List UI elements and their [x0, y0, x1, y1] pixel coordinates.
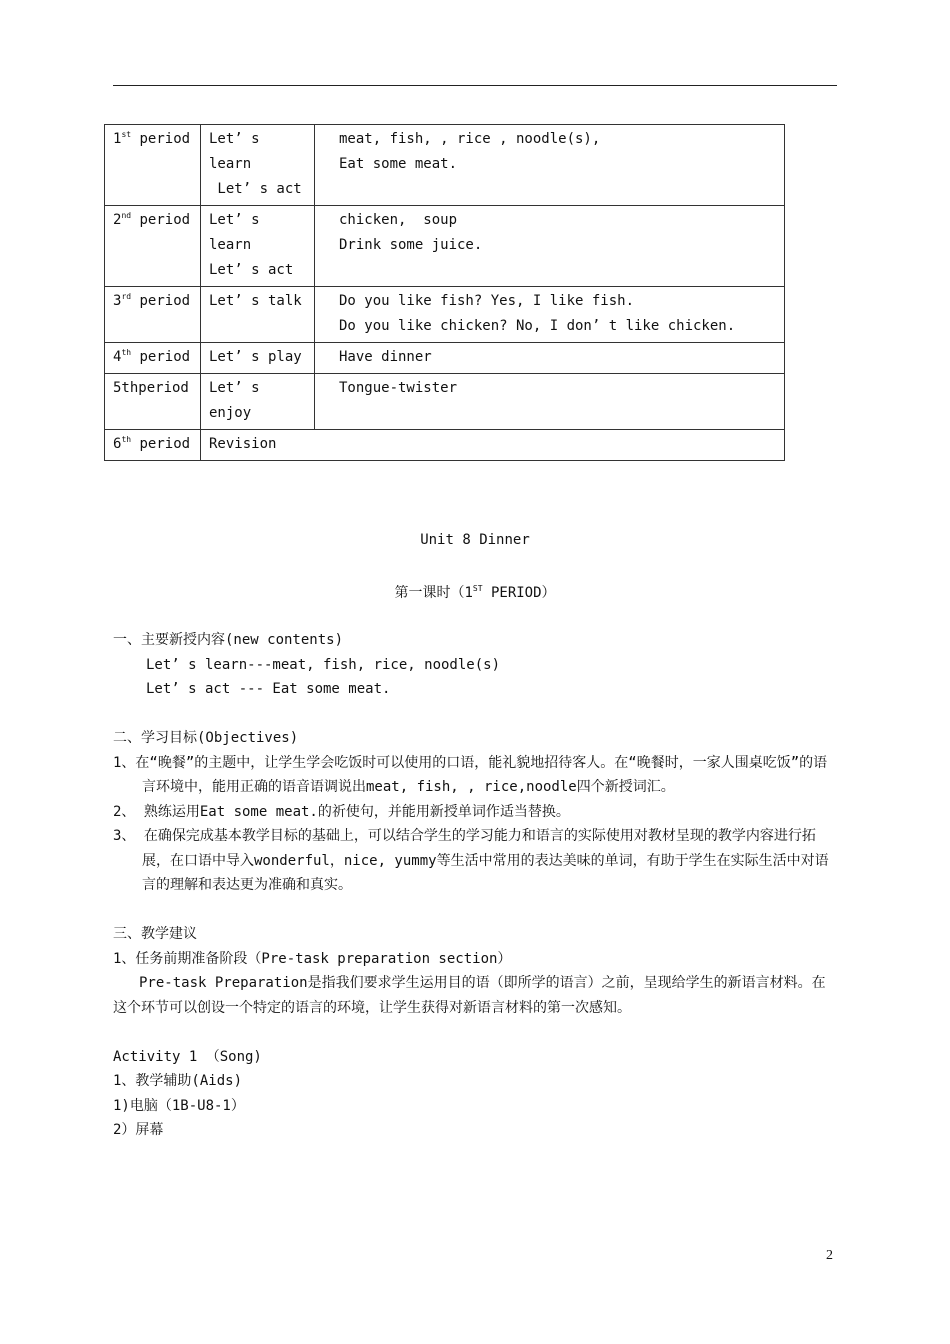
schedule-row — [105, 343, 785, 374]
activity-line: Let’ s play — [209, 349, 302, 365]
activity-line: Revision — [209, 436, 277, 452]
aid-item: 2）屏幕 — [113, 1122, 164, 1138]
aid-item: 1)电脑（1B-U8-1） — [113, 1097, 245, 1114]
pre-task-paragraph: Pre-task Preparation是指我们要求学生运用目的语（即所学的语言）之前，呈现给学生的新语言材料。在这个环节可以创设一个特定的语言的环境，让学生获得对新语言材料的第一次感知。 — [113, 975, 826, 1016]
activity-line: Let’ s talk — [209, 293, 302, 309]
content-cell — [315, 343, 785, 374]
content-line: Do you like fish? Yes, I like fish. — [339, 293, 635, 309]
activity-line: Let’ s act — [209, 262, 294, 278]
activity-line: Let’ s — [209, 131, 260, 147]
content-line: Eat some meat. — [339, 156, 458, 172]
section-contents-heading: 一、主要新授内容(new contents) — [113, 632, 344, 648]
activity-line: enjoy — [209, 405, 252, 421]
lesson-body — [113, 628, 838, 1143]
period-cell: 5thperiod — [105, 374, 201, 430]
content-line: meat, fish, , rice , noodle(s), — [339, 131, 601, 147]
page-number: 2 — [826, 1248, 833, 1263]
schedule-row — [105, 206, 785, 287]
activity-line: learn — [209, 237, 252, 253]
objective-item: 3、 在确保完成基本教学目标的基础上，可以结合学生的学习能力和语言的实际使用对教材呈现的教学内容进行拓展，在口语中导入wonderful，nice, yummy等生活中常用的表达美味的单词，有助于学生在实际生活中对语言的理解和表达更为准确和真实。 — [113, 828, 829, 893]
activity-cell — [201, 125, 315, 206]
activity-title: Activity 1 （Song) — [113, 1048, 262, 1065]
lesson-title: 第一课时（1ST PERIOD） — [394, 584, 556, 601]
activity-line: Let’ s — [209, 380, 260, 396]
period-cell: 3rd period — [105, 287, 201, 343]
schedule-table — [104, 124, 785, 461]
content-line: chicken, soup — [339, 212, 458, 228]
section-suggestions-heading: 三、教学建议 — [113, 926, 197, 942]
content-line: Drink some juice. — [339, 237, 483, 253]
content-cell — [315, 287, 785, 343]
activity-line: Let’ s — [209, 212, 260, 228]
content-line: Have dinner — [339, 349, 432, 365]
content-line: Tongue-twister — [339, 380, 458, 396]
unit-title: Unit 8 Dinner — [420, 532, 530, 548]
content-line — [339, 177, 776, 202]
objective-item: 2、 熟练运用Eat some meat.的祈使句，并能用新授单词作适当替换。 — [113, 803, 570, 820]
objective-item: 1、在“晚餐”的主题中，让学生学会吃饭时可以使用的口语，能礼貌地招待客人。在“晚餐时，一家人围桌吃饭”的语言环境中，能用正确的语音语调说出meat, fish, , rice,noodle四个新授词汇。 — [113, 754, 828, 795]
content-cell — [315, 206, 785, 287]
period-cell: 2nd period — [105, 206, 201, 287]
content-line: Do you like chicken? No, I don’ t like chicken. — [339, 318, 736, 334]
schedule-row — [105, 374, 785, 430]
content-cell — [315, 125, 785, 206]
activity-line: learn — [209, 156, 252, 172]
contents-line: Let’ s learn---meat, fish, rice, noodle(s) — [146, 656, 501, 673]
activity-cell — [201, 430, 785, 461]
period-cell: 1st period — [105, 125, 201, 206]
activity-line: Let’ s act — [209, 181, 302, 197]
schedule-row — [105, 125, 785, 206]
period-cell: 4th period — [105, 343, 201, 374]
header-rule — [113, 85, 837, 86]
activity-cell — [201, 287, 315, 343]
period-cell: 6th period — [105, 430, 201, 461]
schedule-row — [105, 430, 785, 461]
activity-cell — [201, 343, 315, 374]
contents-line: Let’ s act --- Eat some meat. — [146, 681, 391, 697]
section-objectives-heading: 二、学习目标(Objectives) — [113, 730, 299, 746]
content-cell — [315, 374, 785, 430]
activity-cell — [201, 374, 315, 430]
activity-cell — [201, 206, 315, 287]
schedule-row — [105, 287, 785, 343]
pre-task-heading: 1、任务前期准备阶段（Pre-task preparation section） — [113, 950, 512, 967]
aids-heading: 1、教学辅助(Aids) — [113, 1073, 243, 1089]
